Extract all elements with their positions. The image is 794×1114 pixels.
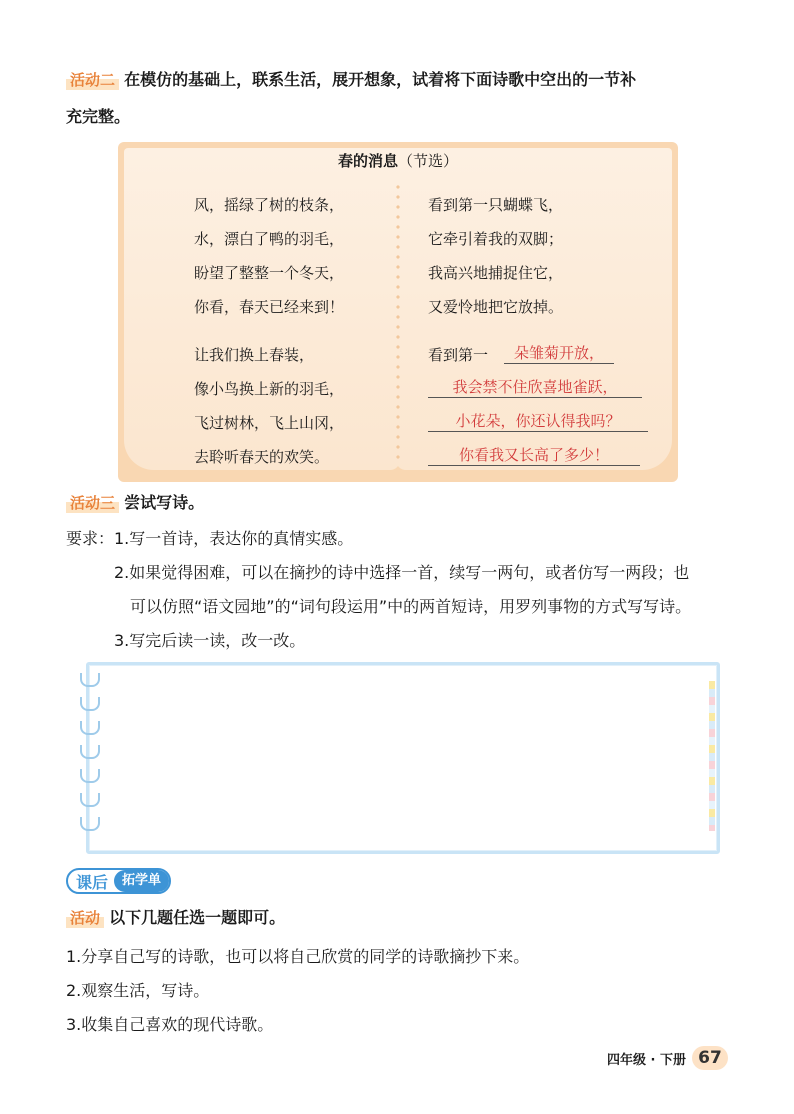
requirement-1: 要求：1.写一首诗，表达你的真情实感。 <box>66 529 354 548</box>
requirement-3: 3.写完后读一读，改一改。 <box>114 631 306 650</box>
answer-fill-line[interactable]: 朵雏菊开放， <box>504 342 614 364</box>
decorative-stripe <box>709 681 715 831</box>
after-activity-tag: 活动 <box>66 906 104 930</box>
poem-subtitle: （节选） <box>398 152 459 170</box>
poem-line: 让我们换上春装， <box>194 346 315 364</box>
ring-icon <box>80 745 100 759</box>
ring-icon <box>80 673 100 687</box>
requirement-2a: 2.如果觉得困难，可以在摘抄的诗中选择一首，续写一两句，或者仿写一两段；也 <box>114 563 690 582</box>
ring-icon <box>80 817 100 831</box>
extension-label: 拓学单 <box>114 870 169 892</box>
answer-fill-line[interactable]: 我会禁不住欣喜地雀跃， <box>428 376 642 398</box>
poem-line: 看到第一只蝴蝶飞， <box>428 196 564 214</box>
page-footer <box>607 1046 728 1070</box>
poem-line-prefix: 看到第一 <box>428 346 489 364</box>
activity3-title: 尝试写诗。 <box>124 493 205 512</box>
list-item: 3.收集自己喜欢的现代诗歌。 <box>66 1015 274 1034</box>
activity2-heading <box>66 68 636 92</box>
requirement-2b: 可以仿照“语文园地”的“词句段运用”中的两首短诗，用罗列事物的方式写写诗。 <box>130 597 692 616</box>
after-class-badge <box>66 868 171 894</box>
answer-fill-line[interactable]: 小花朵，你还认得我吗？ <box>428 410 648 432</box>
poem-book <box>118 142 678 482</box>
poem-line: 你看，春天已经来到！ <box>194 298 345 316</box>
list-item: 2.观察生活，写诗。 <box>66 981 210 1000</box>
ring-icon <box>80 721 100 735</box>
ring-icon <box>80 793 100 807</box>
after-class-label: 课后 <box>76 872 109 892</box>
activity2-instruction-line2: 充完整。 <box>66 107 131 126</box>
answer-fill-line[interactable]: 你看我又长高了多少！ <box>428 444 640 466</box>
page-number: 67 <box>692 1046 728 1070</box>
after-activity-title: 以下几题任选一题即可。 <box>109 908 286 927</box>
after-activity-heading <box>66 906 285 930</box>
ring-icon <box>80 769 100 783</box>
activity2-tag: 活动二 <box>66 68 119 92</box>
poem-title <box>118 150 678 171</box>
activity3-heading <box>66 491 204 515</box>
poem-line: 飞过树林，飞上山冈， <box>194 414 345 432</box>
poem-line: 它牵引着我的双脚； <box>428 230 564 248</box>
poem-line: 去聆听春天的欢笑。 <box>194 448 330 466</box>
activity2-instruction-line2-wrap <box>66 106 130 128</box>
writing-area[interactable] <box>86 662 720 854</box>
poem-line: 盼望了整整一个冬天， <box>194 264 345 282</box>
ring-icon <box>80 697 100 711</box>
activity2-instruction-line1: 在模仿的基础上，联系生活，展开想象，试着将下面诗歌中空出的一节补 <box>124 70 637 89</box>
poem-line: 像小鸟换上新的羽毛， <box>194 380 345 398</box>
poem-line: 水，漂白了鸭的羽毛， <box>194 230 345 248</box>
activity3-tag: 活动三 <box>66 491 119 515</box>
poem-line: 又爱怜地把它放掉。 <box>428 298 564 316</box>
poem-line: 风，摇绿了树的枝条， <box>194 196 345 214</box>
grade-label: 四年级 · 下册 <box>607 1052 686 1068</box>
poem-line: 我高兴地捕捉住它， <box>428 264 564 282</box>
book-spine <box>394 182 402 462</box>
list-item: 1.分享自己写的诗歌，也可以将自己欣赏的同学的诗歌摘抄下来。 <box>66 947 530 966</box>
poem-title-text: 春的消息 <box>337 152 398 170</box>
